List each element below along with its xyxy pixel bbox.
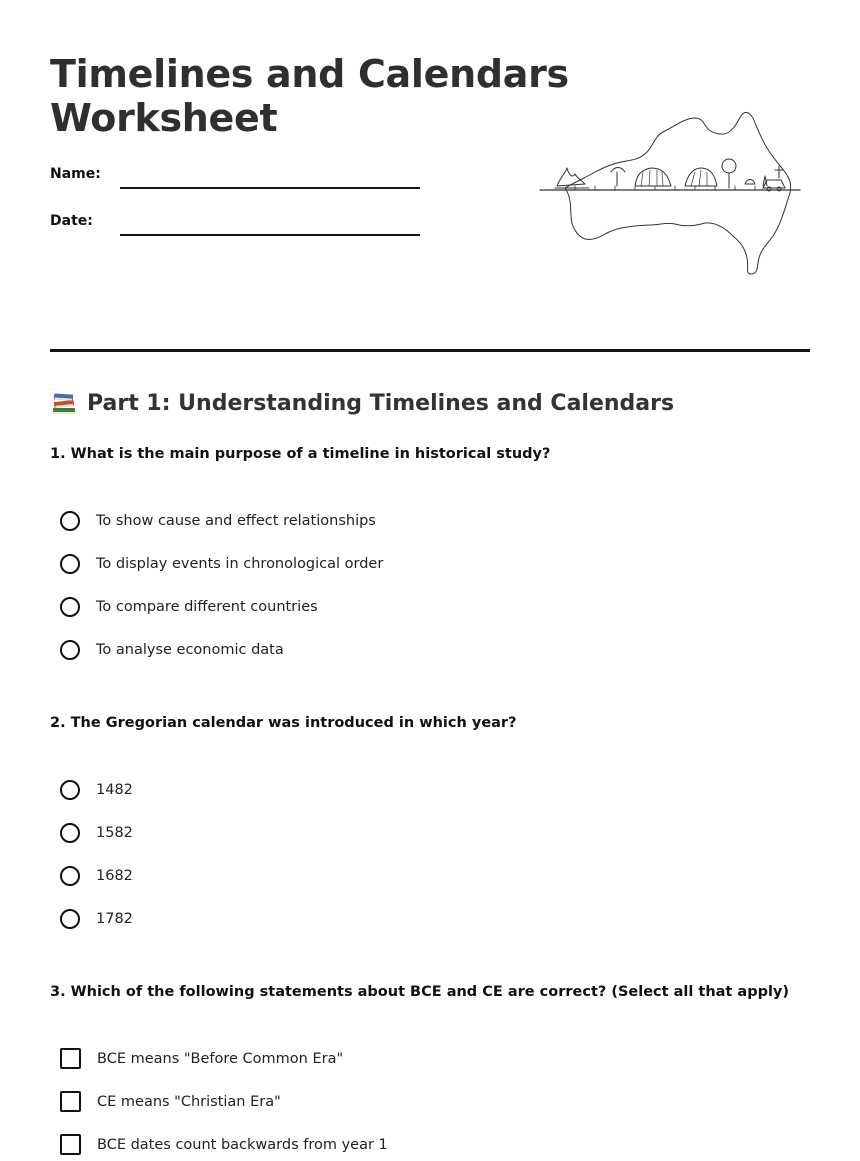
q1-option-1[interactable]	[60, 511, 376, 531]
part1-heading-text: Part 1: Understanding Timelines and Calendars	[87, 390, 675, 416]
radio-button[interactable]	[60, 511, 80, 531]
radio-button[interactable]	[60, 866, 80, 886]
books-icon	[50, 389, 78, 417]
question-1: 1. What is the main purpose of a timeline in historical study?	[50, 446, 551, 462]
q2-option-2[interactable]	[60, 823, 133, 843]
q1-option-4[interactable]	[60, 640, 284, 660]
section-divider	[50, 349, 810, 352]
option-label: To show cause and effect relationships	[96, 513, 376, 529]
q2-option-1[interactable]	[60, 780, 133, 800]
checkbox[interactable]	[60, 1091, 81, 1112]
checkbox[interactable]	[60, 1048, 81, 1069]
checkbox[interactable]	[60, 1134, 81, 1155]
title-line-2: Worksheet	[50, 96, 278, 140]
radio-button[interactable]	[60, 640, 80, 660]
q1-option-3[interactable]	[60, 597, 318, 617]
australia-map-illustration	[535, 108, 805, 280]
option-label: 1682	[96, 868, 133, 884]
worksheet-title	[50, 52, 569, 140]
option-label: BCE means "Before Common Era"	[97, 1050, 344, 1067]
option-label: To display events in chronological order	[96, 556, 384, 572]
q1-option-2[interactable]	[60, 554, 383, 574]
option-label: 1582	[96, 825, 133, 841]
option-label: BCE dates count backwards from year 1	[97, 1136, 388, 1153]
option-label: 1782	[96, 911, 133, 927]
q3-option-2[interactable]	[60, 1091, 281, 1112]
radio-button[interactable]	[60, 909, 80, 929]
q2-option-4[interactable]	[60, 909, 133, 929]
name-field[interactable]	[120, 187, 420, 189]
radio-button[interactable]	[60, 554, 80, 574]
question-3: 3. Which of the following statements about BCE and CE are correct? (Select all that apply)	[50, 984, 789, 1000]
part1-heading	[50, 389, 674, 417]
radio-button[interactable]	[60, 597, 80, 617]
date-field[interactable]	[120, 234, 420, 236]
q3-option-1[interactable]	[60, 1048, 343, 1069]
q2-option-3[interactable]	[60, 866, 133, 886]
option-label: To compare different countries	[96, 599, 318, 615]
question-2: 2. The Gregorian calendar was introduced in which year?	[50, 715, 517, 731]
option-label: To analyse economic data	[96, 642, 284, 658]
title-line-1: Timelines and Calendars	[50, 52, 569, 96]
radio-button[interactable]	[60, 780, 80, 800]
name-label: Name:	[50, 166, 101, 182]
radio-button[interactable]	[60, 823, 80, 843]
date-label: Date:	[50, 213, 93, 229]
option-label: 1482	[96, 782, 133, 798]
q3-option-3[interactable]	[60, 1134, 388, 1155]
option-label: CE means "Christian Era"	[97, 1093, 281, 1110]
